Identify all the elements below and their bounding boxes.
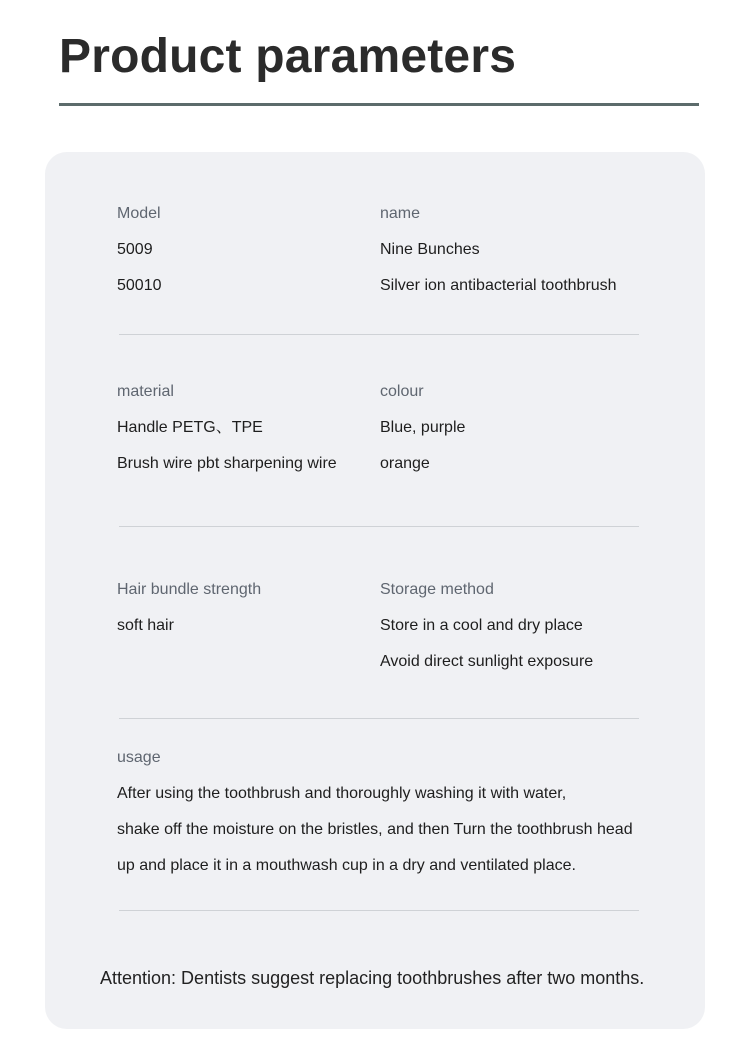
model-label: Model <box>117 205 161 222</box>
section-divider <box>119 718 639 719</box>
material-label: material <box>117 383 174 400</box>
usage-line: up and place it in a mouthwash cup in a dry and ventilated place. <box>117 857 576 874</box>
hair-bundle-cell <box>117 580 367 652</box>
storage-cell <box>380 580 680 688</box>
colour-value: Blue, purple <box>380 419 466 436</box>
name-label: name <box>380 205 421 222</box>
section-divider <box>119 910 639 911</box>
parameters-card <box>45 152 705 1029</box>
model-value: 50010 <box>117 277 162 294</box>
storage-value: Avoid direct sunlight exposure <box>380 653 594 670</box>
material-value: Brush wire pbt sharpening wire <box>117 455 337 472</box>
storage-label: Storage method <box>380 581 494 598</box>
usage-line: After using the toothbrush and thoroughly washing it with water, <box>117 785 567 802</box>
material-cell <box>117 382 367 490</box>
attention-note: Attention: Dentists suggest replacing toothbrushes after two months. <box>100 968 645 988</box>
storage-value: Store in a cool and dry place <box>380 617 583 634</box>
hair-bundle-label: Hair bundle strength <box>117 581 262 598</box>
model-cell <box>117 204 367 312</box>
colour-cell <box>380 382 680 490</box>
material-value: Handle PETG、TPE <box>117 419 263 436</box>
name-value: Nine Bunches <box>380 241 480 258</box>
title-underline <box>59 103 699 106</box>
colour-label: colour <box>380 383 424 400</box>
section-divider <box>119 334 639 335</box>
usage-label: usage <box>117 749 161 766</box>
page-title: Product parameters <box>59 30 517 83</box>
usage-cell <box>117 748 677 892</box>
colour-value: orange <box>380 455 430 472</box>
model-value: 5009 <box>117 241 153 258</box>
name-cell <box>380 204 680 312</box>
name-value: Silver ion antibacterial toothbrush <box>380 277 617 294</box>
usage-line: shake off the moisture on the bristles, and then Turn the toothbrush head <box>117 821 633 838</box>
hair-bundle-value: soft hair <box>117 617 174 634</box>
section-divider <box>119 526 639 527</box>
